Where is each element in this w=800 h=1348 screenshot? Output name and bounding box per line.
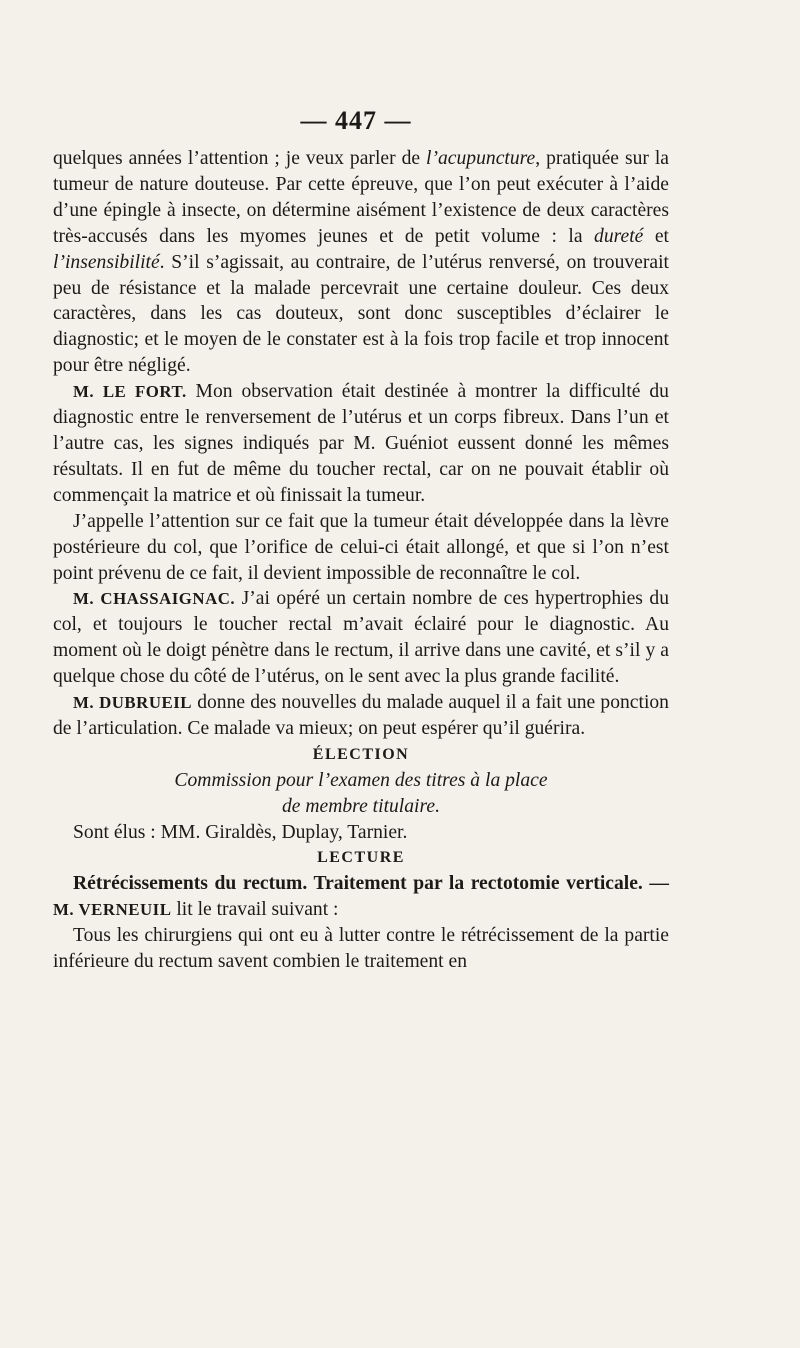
paragraph-le-fort	[53, 379, 669, 509]
speaker-le-fort: M. LE FORT.	[73, 382, 187, 402]
election-heading: ÉLECTION	[312, 745, 410, 763]
p1-em-insensibilite: l’insensibilité	[53, 251, 160, 273]
commission-title	[53, 768, 669, 820]
page-number: — 447 —	[300, 106, 412, 135]
article-title-text: Rétrécissements du rectum. Traitement par la rectotomie verticale.	[73, 873, 643, 895]
election-result: Sont élus : MM. Giraldès, Duplay, Tarnier.	[73, 821, 408, 843]
lecture-heading: LECTURE	[317, 849, 405, 867]
le-fort-text: Mon observation était destinée à montrer la difficulté du diagnostic entre le renversement de l’utérus et un corps fibreux. Dans l’un et l’autre cas, les signes indiqués par M. Guéniot eussent donné les mêmes résultats. Il en fut de même du toucher rectal, car on ne pouvait établir où commençait la matrice et où finissait la tumeur.	[53, 381, 669, 506]
speaker-verneuil: M. VERNEUIL	[53, 900, 172, 920]
p1-em-durete: dureté	[594, 225, 644, 247]
paragraph-dubrueil	[53, 690, 669, 742]
p1-text-b: , pratiquée sur la tumeur de nature douteuse. Par cette épreuve, que l’on peut exécuter à l’aide d’une épingle à insecte, on détermine aisément l’existence de deux caractères très-accusés dans les myomes jeunes et de petit volume : la	[53, 148, 670, 247]
p1-text-f: . S’il s’agissait, au contraire, de l’utérus renversé, on trouverait peu de résistance et la malade percevrait une certaine douleur. Ces deux caractères, dans les cas douteux, sont donc susceptibles d’éclairer le diagnostic; et le moyen de le constater est à la fois trop facile et trop innocent pour être négligé.	[53, 251, 669, 377]
paragraph-chirurgiens: Tous les chirurgiens qui ont eu à lutter contre le rétrécissement de la partie inférieure du rectum savent combien le traitement en	[53, 925, 669, 973]
paragraph-chassaignac	[53, 586, 669, 690]
chassaignac-text: J’ai opéré un certain nombre de ces hypertrophies du col, et toujours le toucher rectal m’avait éclairé pour le diagnostic. Au moment où le doigt pénètre dans le rectum, il arrive dans une cavité, et s’il y a quelque chose du côté de l’utérus, on le sent avec la plus grande facilité.	[53, 588, 669, 688]
article-title	[53, 871, 669, 923]
p1-em-acupuncture: l’acupuncture	[426, 148, 536, 169]
body-text	[53, 146, 669, 975]
article-intro-text: lit le travail suivant :	[171, 899, 339, 921]
paragraph-attention: J’appelle l’attention sur ce fait que la tumeur était développée dans la lèvre postérieure du col, que l’orifice de celui-ci était allongé, et que si l’on n’est point prévenu de ce fait, il devient impossible de reconnaître le col.	[53, 510, 669, 584]
commission-line-1: Commission pour l’examen des titres à la place	[174, 769, 548, 791]
commission-line-2: de membre titulaire.	[282, 795, 440, 817]
speaker-chassaignac: M. CHASSAIGNAC.	[73, 589, 236, 609]
p1-text-d: et	[643, 225, 669, 247]
dubrueil-text: donne des nouvelles du malade auquel il a fait une ponction de l’articulation. Ce malade va mieux; on peut espérer qu’il guérira.	[53, 692, 669, 739]
paragraph-acupuncture	[53, 146, 669, 379]
speaker-dubrueil: M. DUBRUEIL	[73, 693, 193, 713]
p1-text-a: quelques années l’attention ; je veux parler de	[53, 148, 427, 169]
article-separator: —	[642, 873, 669, 895]
